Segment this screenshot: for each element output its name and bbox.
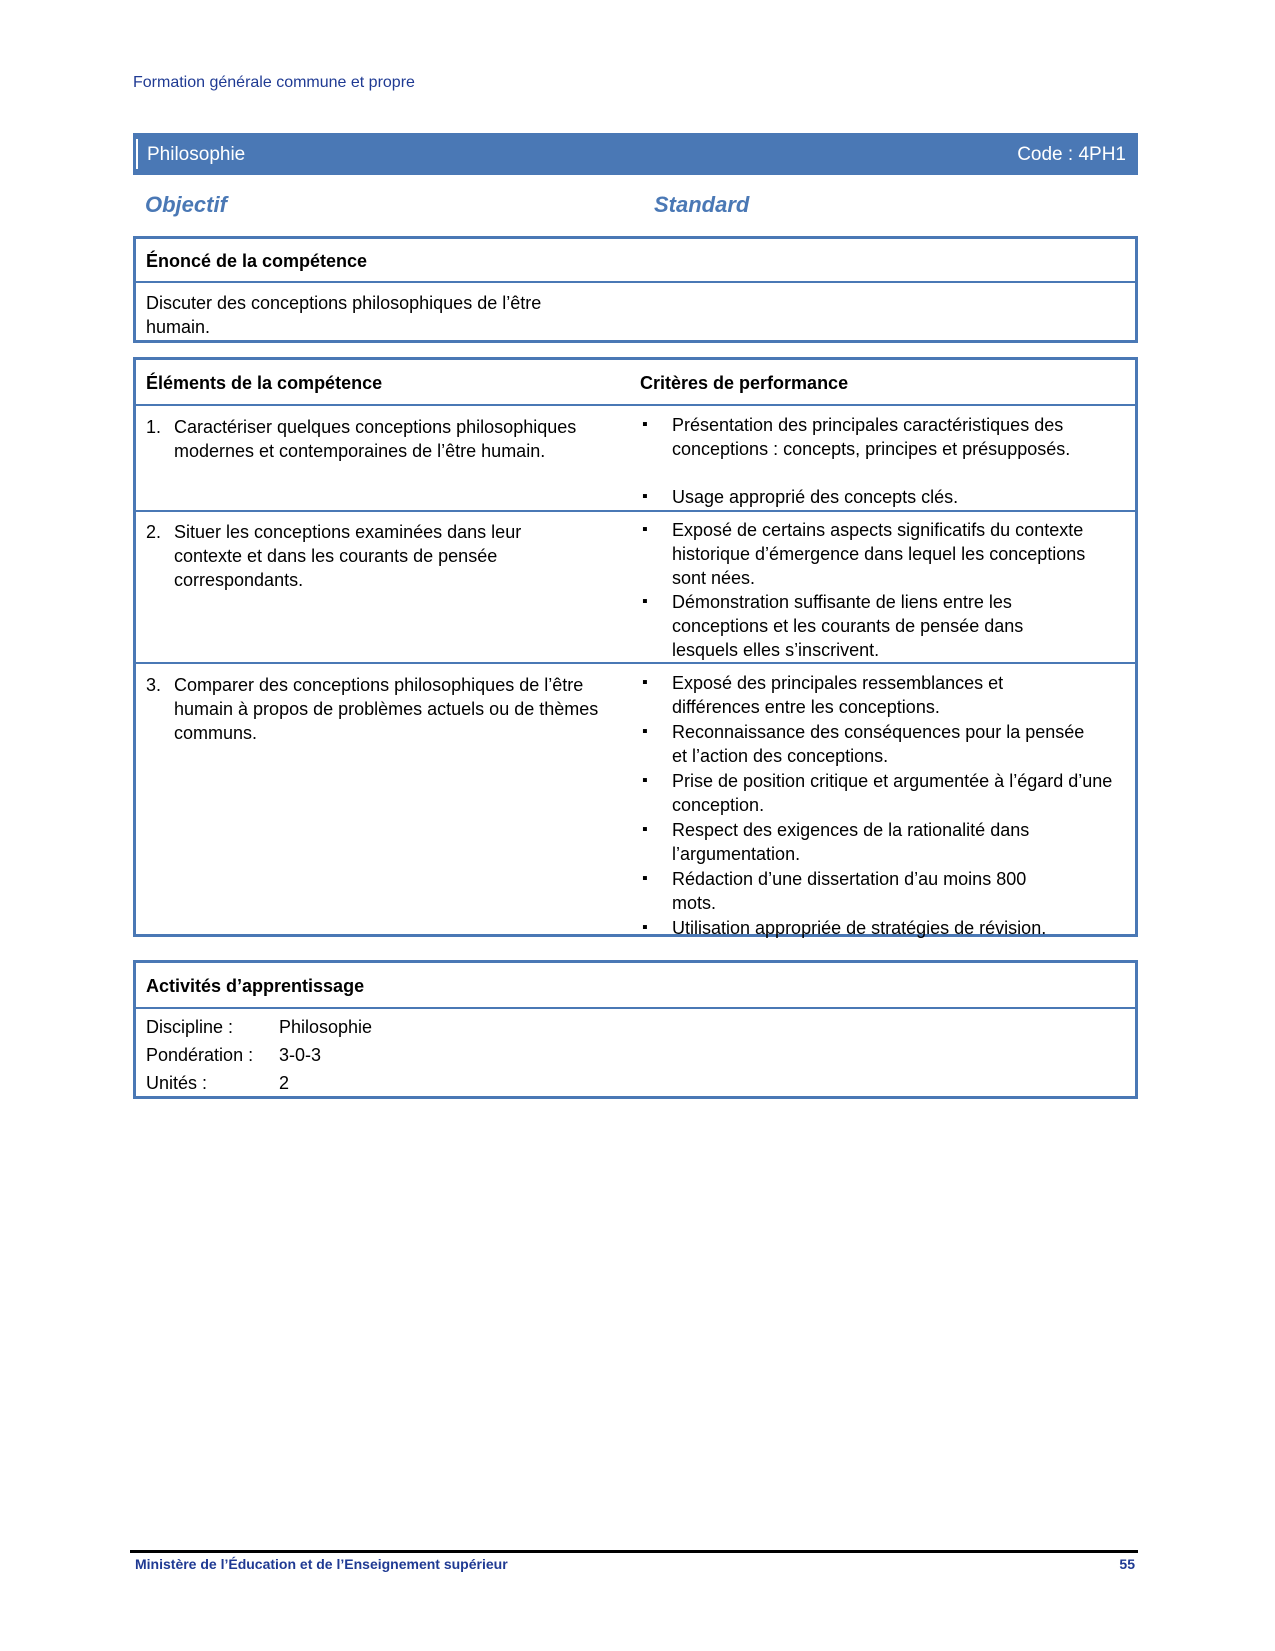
standard-label: Standard: [654, 192, 750, 217]
elements-col-header: Éléments de la compétence: [146, 373, 383, 393]
criterion-item: ▪ Rédaction d’une dissertation d’au moins 800 mots.: [672, 867, 1052, 915]
header-label: Formation générale commune et propre: [133, 74, 415, 91]
enonce-title: Énoncé de la compétence: [146, 251, 368, 271]
criterion-item: ▪ Prise de position critique et argumentée à l’égard d’une conception.: [672, 769, 1127, 817]
course-code: Code : 4PH1: [1017, 144, 1126, 165]
activites-box: [133, 960, 1138, 1099]
course-title: Philosophie: [147, 144, 246, 165]
element-text: Comparer des conceptions philosophiques de l’être humain à propos de problèmes actuels ou de thèmes communs.: [174, 675, 599, 743]
criterion-item: ▪ Utilisation appropriée de stratégies de révision.: [672, 916, 1122, 940]
unites-label: Unités :: [146, 1073, 208, 1093]
discipline-value: Philosophie: [279, 1017, 373, 1037]
element-num: 1.: [146, 417, 162, 437]
element-num: 2.: [146, 522, 162, 542]
enonce-text: Discuter des conceptions philosophiques de l’être humain.: [146, 293, 542, 337]
element-text: Situer les conceptions examinées dans leur contexte et dans les courants de pensée correspondants.: [174, 522, 522, 590]
unites-value: 2: [279, 1073, 290, 1093]
criterion-item: ▪ Exposé des principales ressemblances et différences entre les conceptions.: [672, 671, 1062, 719]
course-band: [133, 133, 1138, 175]
criterion-item: ▪ Reconnaissance des conséquences pour la pensée et l’action des conceptions.: [672, 720, 1092, 768]
element-text: Caractériser quelques conceptions philosophiques modernes et contemporaines de l’être humain.: [174, 417, 577, 461]
footer-ministry: Ministère de l’Éducation et de l’Enseignement supérieur: [135, 1556, 508, 1572]
row-divider: [136, 510, 1135, 512]
header-divider: [136, 404, 1135, 406]
criteria-col-header: Critères de performance: [640, 373, 849, 393]
criterion-item: ▪ Exposé de certains aspects significatifs du contexte historique d’émergence dans lequel les conceptions sont nées.: [672, 518, 1122, 590]
activites-title: Activités d’apprentissage: [146, 976, 365, 996]
objectif-label: Objectif: [145, 192, 227, 217]
activites-divider: [136, 1007, 1135, 1009]
element-num: 3.: [146, 675, 162, 695]
criterion-item: ▪ Respect des exigences de la rationalité dans l’argumentation.: [672, 818, 1092, 866]
discipline-label: Discipline :: [146, 1017, 234, 1037]
ponderation-label: Pondération :: [146, 1045, 254, 1065]
criterion-item: ▪ Présentation des principales caractéristiques des conceptions : concepts, principes et présupposés.: [672, 413, 1122, 461]
ponderation-value: 3-0-3: [279, 1045, 322, 1065]
row-divider: [136, 662, 1135, 664]
enonce-box: [133, 236, 1138, 343]
footer-rule: [130, 1550, 1138, 1553]
enonce-divider: [136, 281, 1135, 283]
band-separator: [136, 139, 138, 169]
criterion-item: ▪ Démonstration suffisante de liens entre les conceptions et les courants de pensée dans lesquels elles s’inscrivent.: [672, 590, 1092, 662]
criterion-item: ▪ Usage approprié des concepts clés.: [672, 485, 1122, 509]
elements-box: [133, 357, 1138, 937]
page-number: 55: [1119, 1556, 1135, 1572]
